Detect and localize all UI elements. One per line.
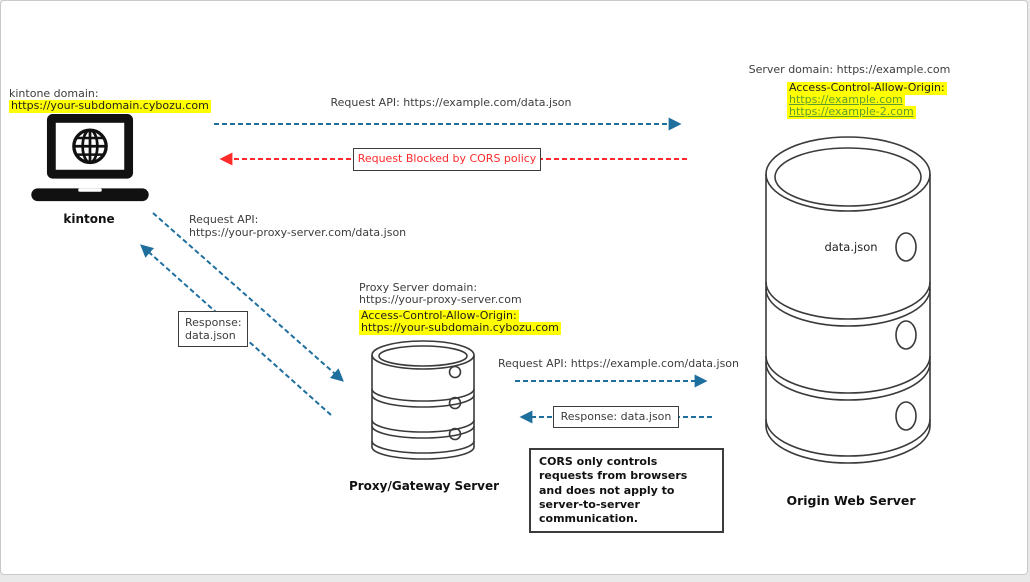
kintone-domain-label: kintone domain: [9, 87, 99, 100]
proxy-domain-url: https://your-proxy-server.com [359, 293, 522, 306]
origin-acao-value-1: https://example.com [789, 93, 903, 106]
top-request-label: Request API: https://example.com/data.json [330, 96, 572, 109]
proxy-request-label-line1: Request API: [189, 213, 259, 226]
proxy-database-icon [369, 340, 477, 464]
proxy-response-line1: Response: [185, 316, 242, 329]
origin-database-icon [763, 134, 933, 466]
mid-request-label: Request API: https://example.com/data.json [497, 357, 740, 370]
proxy-response-line2: data.json [185, 329, 236, 342]
origin-acao-label: Access-Control-Allow-Origin: [789, 81, 945, 94]
mid-response-box: Response: data.json [553, 406, 679, 428]
proxy-request-label-line2: https://your-proxy-server.com/data.json [189, 225, 407, 239]
proxy-response-box [178, 311, 248, 347]
origin-file-label: data.json [824, 240, 878, 254]
proxy-domain-label: Proxy Server domain: [359, 281, 478, 294]
kintone-domain-url: https://your-subdomain.cybozu.com [11, 99, 209, 112]
blocked-by-cors-box: Request Blocked by CORS policy [353, 148, 541, 171]
kintone-laptop-icon [31, 114, 149, 204]
proxy-label: Proxy/Gateway Server [348, 479, 500, 493]
origin-label: Origin Web Server [786, 493, 916, 508]
kintone-label: kintone [63, 212, 115, 226]
cors-note-box: CORS only controls requests from browsers and does not apply to server-to-server communication. [529, 448, 724, 533]
server-domain-label: Server domain: https://example.com [748, 63, 951, 76]
proxy-acao-label: Access-Control-Allow-Origin: [361, 309, 517, 322]
origin-acao-value-2: https://example-2.com [789, 105, 914, 118]
proxy-acao-value: https://your-subdomain.cybozu.com [361, 321, 559, 334]
globe-icon [74, 130, 106, 162]
